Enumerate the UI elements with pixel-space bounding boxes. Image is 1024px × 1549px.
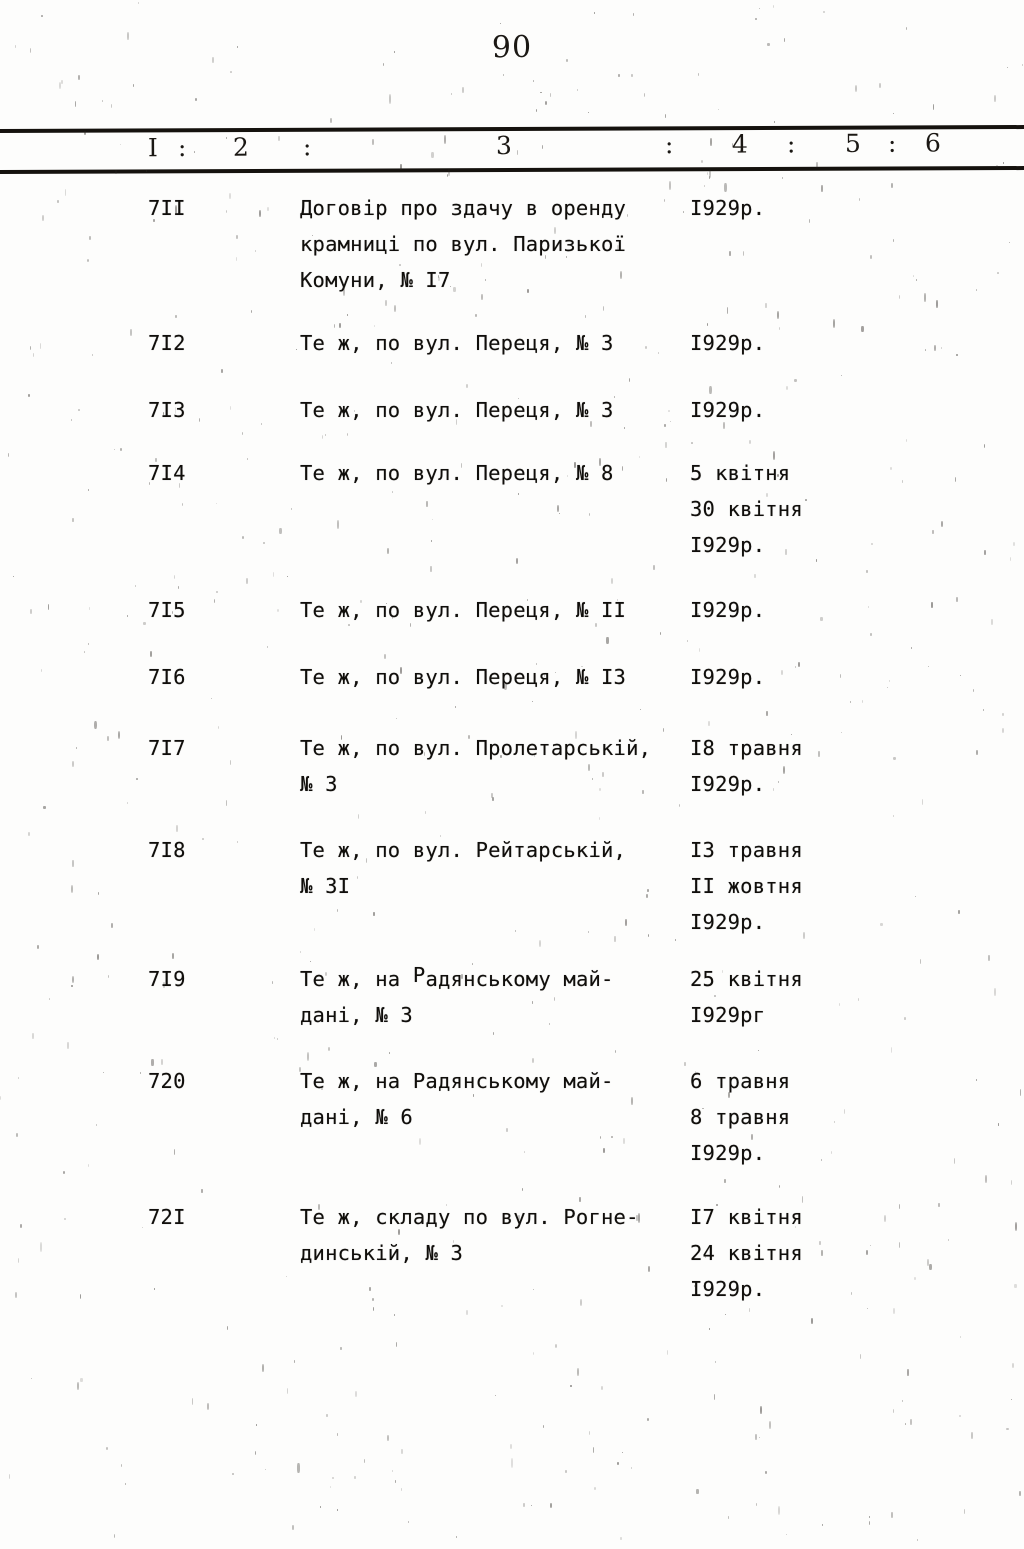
row-date-line: I929рг [690, 1003, 766, 1027]
row-date [690, 455, 950, 563]
row-description-line: динській, № 3 [300, 1241, 464, 1265]
row-date-line: I3 травня [690, 838, 803, 862]
row-item-number: 7I7 [148, 736, 186, 760]
row-date-line: I929р. [690, 196, 766, 220]
row-description-line: крамниці по вул. Паризької [300, 232, 627, 256]
row-date [690, 592, 950, 628]
row-description-line: № 3I [300, 874, 351, 898]
row-description [300, 455, 700, 491]
row-date [690, 325, 950, 361]
row-description-line: дані, № 6 [300, 1105, 413, 1129]
row-description-line: Те ж, по вул. Пролетарській, [300, 736, 652, 760]
row-date-line: 25 квітня [690, 967, 803, 991]
row-date-line: I929р. [690, 772, 766, 796]
column-separator-1: : [177, 132, 187, 163]
column-header-2: 2 [232, 132, 249, 162]
row-date [690, 190, 950, 226]
row-date-line: 6 травня [690, 1069, 791, 1093]
row-date-line: 8 травня [690, 1105, 791, 1129]
row-date [690, 832, 950, 940]
row-date [690, 659, 950, 695]
row-description-line: Комуни, № I7 [300, 268, 451, 292]
page-folio-number: 90 [491, 29, 533, 66]
row-item-number: 7I9 [148, 967, 186, 991]
row-description [300, 832, 700, 904]
row-date-line: II жовтня [690, 874, 803, 898]
row-description-line: Те ж, по вул. Переця, № 3 [300, 398, 614, 422]
row-date-line: I929р. [690, 598, 766, 622]
row-date-line: I929р. [690, 398, 766, 422]
column-header-4: 4 [731, 129, 748, 159]
row-date-line: 24 квітня [690, 1241, 803, 1265]
row-description-line: Те ж, по вул. Переця, № II [300, 598, 627, 622]
row-item-number: 7I5 [148, 598, 186, 622]
row-description [300, 325, 700, 361]
row-item-number: 7II [148, 196, 186, 220]
row-description [300, 392, 700, 428]
column-header-1: I [147, 133, 158, 163]
row-description-line: Те ж, по вул. Рейтарській, [300, 838, 627, 862]
column-separator-5: : [887, 128, 897, 158]
row-date [690, 1063, 950, 1171]
column-header-6: 6 [924, 128, 941, 158]
row-date-line: I929р. [690, 533, 766, 557]
row-description [300, 730, 700, 802]
row-date-line: I8 травня [690, 736, 803, 760]
row-description [300, 659, 700, 695]
column-header-5: 5 [844, 128, 861, 158]
row-date-line: I7 квітня [690, 1205, 803, 1229]
row-date-line: I929р. [690, 1277, 766, 1301]
row-date-line: I929р. [690, 665, 766, 689]
row-date-line: I929р. [690, 331, 766, 355]
row-date [690, 392, 950, 428]
column-separator-2: : [302, 132, 312, 162]
row-description-line: дані, № 3 [300, 1003, 413, 1027]
row-description [300, 961, 700, 1033]
row-description [300, 1063, 700, 1135]
row-description-line: № 3 [300, 772, 338, 796]
row-item-number: 72I [148, 1205, 186, 1229]
row-date-line: I929р. [690, 910, 766, 934]
row-description [300, 1199, 700, 1271]
row-item-number: 7I3 [148, 398, 186, 422]
row-item-number: 720 [148, 1069, 186, 1093]
row-description [300, 592, 700, 628]
row-date [690, 961, 950, 1033]
row-item-number: 7I2 [148, 331, 186, 355]
row-item-number: 7I6 [148, 665, 186, 689]
row-description [300, 190, 700, 298]
row-date [690, 1199, 950, 1307]
row-date-line: 30 квітня [690, 497, 803, 521]
row-date-line: 5 квітня [690, 461, 791, 485]
row-item-number: 7I8 [148, 838, 186, 862]
row-description-line: Те ж, складу по вул. Рогне- [300, 1205, 639, 1229]
row-date [690, 730, 950, 802]
row-description-line: Те ж, по вул. Переця, № 8 [300, 461, 614, 485]
column-separator-3: : [664, 130, 674, 160]
column-separator-4: : [786, 129, 796, 159]
row-description-line: Те ж, по вул. Переця, № I3 [300, 665, 627, 689]
row-date-line: I929р. [690, 1141, 766, 1165]
row-description-line: Договір про здачу в оренду [300, 196, 627, 220]
column-header-3: 3 [495, 131, 512, 161]
row-description-line: Те ж, на Радянському май- [300, 963, 614, 991]
row-description-line: Те ж, по вул. Переця, № 3 [300, 331, 614, 355]
row-item-number: 7I4 [148, 461, 186, 485]
row-description-line: Те ж, на Радянському май- [300, 1069, 614, 1093]
